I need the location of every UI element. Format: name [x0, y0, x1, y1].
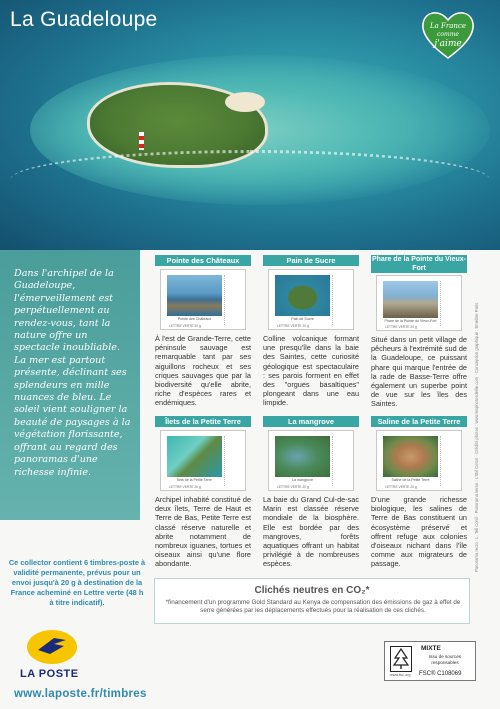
- stamp-side: [224, 275, 242, 325]
- stamp: [268, 269, 354, 330]
- stamp-image: [383, 281, 438, 318]
- stamp-value: LETTRE VERTE 20 g: [169, 485, 201, 489]
- stamp-image: [275, 436, 330, 477]
- poem-text: Dans l'archipel de la Guadeloupe, l'émerveillement est perpétuellement au rendez-vous, tant la nature offre un spectacle inoubliable. La mer est partout présente, déclinant ses splendeurs en mille nuances de bleu. Le soleil vient souligner la beauté de paysages à la végétation florissante, offrant au regard des panoramas d'une richesse infinie.: [14, 268, 131, 478]
- stamp-caption: Phare de la Pointe du Vieux-Fort: [384, 319, 437, 323]
- stamp-title: La mangrove: [263, 416, 359, 427]
- logo-line-1: La France: [430, 22, 466, 30]
- surf-line: [10, 150, 490, 210]
- stamp-caption: La mangrove: [292, 478, 313, 482]
- page-title: La Guadeloupe: [10, 8, 158, 31]
- stamp-side: [440, 436, 458, 486]
- stamp-caption: Îlets de la Petite Terre: [177, 478, 212, 482]
- stamp-card: [155, 255, 251, 408]
- fsc-mixte: MIXTE: [421, 645, 441, 652]
- stamp-title: Phare de la Pointe du Vieux-Fort: [371, 256, 466, 272]
- stamp-image: [167, 436, 222, 477]
- stamp-image: [383, 436, 438, 477]
- stamp-value: LETTRE VERTE 20 g: [385, 325, 417, 329]
- stamp-title: Saline de la Petite Terre: [371, 416, 467, 427]
- la-poste-bird-logo-icon: [24, 628, 80, 666]
- stamp-card: [263, 255, 359, 408]
- fsc-tree-icon: [390, 646, 412, 672]
- stamp-caption: Pain de Sucre: [291, 317, 314, 321]
- stamp-value: LETTRE VERTE 20 g: [385, 485, 417, 489]
- stamp-side: [440, 281, 458, 326]
- stamp-card: [155, 416, 251, 569]
- fsc-label: [384, 641, 476, 681]
- stamp-card: [371, 416, 467, 569]
- co2-title: Clichés neutres en CO₂*: [254, 585, 370, 596]
- co2-neutral-box: [154, 578, 470, 624]
- stamp: [160, 269, 246, 330]
- stamp-description: La baie du Grand Cul-de-sac Marin est classée réserve mondiale de la biosphère. Elle est bordée par des mangroves, forêts aquatiques offrant un habitat privilégié à de nombreuses espèces.: [263, 495, 359, 569]
- stamp-side: [332, 275, 350, 325]
- stamp: [268, 430, 354, 491]
- stamp-caption: Pointe des Châteaux: [177, 317, 212, 321]
- la-poste-name: LA POSTE: [20, 668, 79, 680]
- stamp-description: Archipel inhabité constitué de deux îlets, Terre de Haut et Terre de Bas, Petite Terre est classé réserve naturelle et abrite notamment de nombreux iguanes, tortues et oiseaux ainsi qu'une flore abondante.: [155, 495, 251, 569]
- stamp-title: Pointe des Châteaux: [155, 255, 251, 266]
- stamp-description: Colline volcanique formant une presqu'île dans la baie des Saintes, cette curiosité géologique est spectaculaire : ses parois forment en effet des "orgues basaltiques" plongeant dans une eau limpide.: [263, 334, 359, 408]
- collector-notice: Ce collector contient 6 timbres-poste à validité permanente, prévus pour un envoi jusqu'à 20 g à destination de la France acheminé en Lettre verte (48 h à titre indicatif).: [8, 558, 146, 607]
- stamp: [160, 430, 246, 491]
- stamp-title: Îlets de la Petite Terre: [155, 416, 251, 427]
- fsc-code: FSC® C108069: [419, 671, 462, 677]
- stamp-title: Pain de Sucre: [263, 255, 359, 266]
- hero-aerial-photo: [0, 0, 500, 250]
- stamp-description: Situé dans un petit village de pêcheurs à l'extrémité sud de la Guadeloupe, ce puissant phare qui marque l'entrée de la rade de Basse-Terre offre également un superbe point de vue sur les îles des Saintes.: [371, 335, 467, 409]
- website-link[interactable]: www.laposte.fr/timbres: [14, 688, 147, 700]
- photo-credits: Panorama recto : L. Tell Conil · Panorama verso : L'Œil Coton · Crédits photos : www.lesphotosdelile.com · Conception graphique : Emeline Paris: [474, 302, 479, 572]
- co2-footnote: *financement d'un programme Gold Standard au Kenya de compensation des émissions de gaz à effet de serre générées par les déplacements effectués pour la réalisation de ces clichés.: [165, 599, 461, 614]
- stamp-side: [224, 436, 242, 486]
- stamp-description: À l'est de Grande-Terre, cette péninsule sauvage est remarquable tant par ses aiguillons rocheux et ses criques sauvages que par la biodiversité qu'elle abrite, riche d'espèces rares et endémiques.: [155, 334, 251, 408]
- lighthouse-icon: [139, 132, 144, 150]
- heart-logo-icon: [418, 8, 478, 60]
- stamp-caption: Saline de la Petite Terre: [391, 478, 430, 482]
- stamp: [376, 430, 462, 491]
- logo-line-2: comme: [437, 31, 459, 38]
- stamp-description: D'une grande richesse biologique, les salines de Terre de Bas constituent un écosystème préservé et offrent refuge aux colonies d'oiseaux nichant dans l'île comme aux migrateurs de passage.: [371, 495, 467, 569]
- stamp-image: [167, 275, 222, 316]
- stamp-card: [263, 416, 359, 569]
- logo-line-3: j'aime: [434, 39, 462, 49]
- fsc-website: www.fsc.org: [390, 673, 411, 677]
- stamp-value: LETTRE VERTE 20 g: [169, 324, 201, 328]
- stamp-card: [371, 255, 467, 409]
- fsc-subtitle: Issu de sources responsables: [428, 654, 462, 665]
- stamp-value: LETTRE VERTE 20 g: [277, 485, 309, 489]
- stamp-side: [332, 436, 350, 486]
- stamp: [376, 275, 462, 331]
- stamp-image: [275, 275, 330, 316]
- stamp-value: LETTRE VERTE 20 g: [277, 324, 309, 328]
- beach: [225, 92, 265, 112]
